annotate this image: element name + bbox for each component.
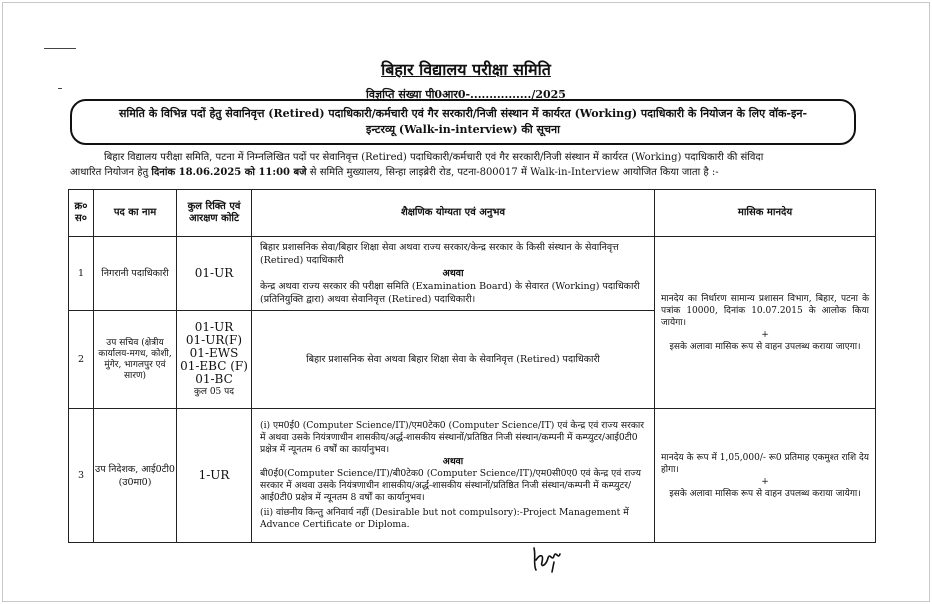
vacancy-table	[68, 189, 876, 543]
header-honorarium: मासिक मानदेय	[655, 190, 876, 237]
row-vacancy: 1-UR	[177, 409, 252, 543]
intro-line-1: बिहार विद्यालय परीक्षा समिति, पटना में निम्नलिखित पदों पर सेवानिवृत्त (Retired) पदाधिकारी/कर्मचारी एवं गैर सरकारी/निजी संस्थान में कार्यरत (Working) पदाधिकारी की संविदा	[104, 152, 764, 163]
row-vacancy: 01-UR 01-UR(F) 01-EWS 01-EBC (F) 01-BC कुल 05 पद	[177, 311, 252, 409]
intro-line-2: आधारित नियोजन हेतु दिनांक 18.06.2025 को 11:00 बजे से समिति मुख्यालय, सिन्हा लाइब्रेरी रोड, पटना-800017 में Walk-in-Interview आयोजित किया जाता है :-	[70, 167, 719, 178]
intro-paragraph	[70, 150, 856, 180]
honorarium-row-3: मानदेय के रूप में 1,05,000/- रू0 प्रतिमाह एकमुश्त राशि देय होगा। + इसके अलावा मासिक रूप से वाहन उपलब्ध कराया जायेगा।	[655, 409, 876, 543]
header-vacancy: कुल रिक्ति एवं आरक्षण कोटि	[177, 190, 252, 237]
notice-number: विज्ञप्ति संख्या पी0आर0-................/2025	[366, 88, 566, 101]
signature-mark	[530, 542, 570, 578]
row-serial: 1	[69, 237, 94, 311]
header-qualification: शैक्षणिक योग्यता एवं अनुभव	[252, 190, 655, 237]
row-post: उप सचिव (क्षेत्रीय कार्यालय-मगध, कोशी, मुंगेर, भागलपुर एवं सारण)	[94, 311, 177, 409]
header-serial: क्र० स०	[69, 190, 94, 237]
row-serial: 2	[69, 311, 94, 409]
interview-date: दिनांक 18.06.2025 को 11:00 बजे	[151, 167, 307, 178]
table-header-row	[69, 190, 876, 237]
margin-rule	[44, 48, 76, 49]
row-post: उप निदेशक, आई0टी0 (उ0मा0)	[94, 409, 177, 543]
row-qualification: बिहार प्रशासनिक सेवा अथवा बिहार शिक्षा सेवा के सेवानिवृत्त (Retired) पदाधिकारी	[252, 311, 655, 409]
row-qualification: बिहार प्रशासनिक सेवा/बिहार शिक्षा सेवा अथवा राज्य सरकार/केन्द्र सरकार के किसी संस्थान के सेवानिवृत्त (Retired) पदाधिकारी अथवा केन्द्र अथवा राज्य सरकार की परीक्षा समिति (Examination Board) के सेवारत (Working) पदाधिकारी (प्रतिनियुक्ति द्वारा) अथवा सेवानिवृत्त (Retired) पदाधिकारी।	[252, 237, 655, 311]
row-serial: 3	[69, 409, 94, 543]
header-post: पद का नाम	[94, 190, 177, 237]
row-post: निगरानी पदाधिकारी	[94, 237, 177, 311]
page-title: बिहार विद्यालय परीक्षा समिति	[381, 60, 551, 79]
honorarium-rows-1-2: मानदेय का निर्धारण सामान्य प्रशासन विभाग, बिहार, पटना के पत्रांक 10000, दिनांक 10.07.2015 के आलोक किया जायेगा। + इसके अलावा मासिक रूप से वाहन उपलब्ध कराया जाएगा।	[655, 237, 876, 409]
table-row	[69, 237, 876, 311]
boxed-heading: समिति के विभिन्न पदों हेतु सेवानिवृत्त (Retired) पदाधिकारी/कर्मचारी एवं गैर सरकारी/निजी संस्थान में कार्यरत (Working) पदाधिकारी के नियोजन के लिए वॉक-इन-इन्टरव्यू (Walk-in-interview) की सूचना	[70, 99, 856, 145]
row-vacancy: 01-UR	[177, 237, 252, 311]
row-qualification: (i) एम0ई0 (Computer Science/IT)/एम0टेक0 (Computer Science/IT) एवं केन्द्र एवं राज्य सरकार में अथवा उसके नियंत्रणाधीन शासकीय/अर्द्ध-शासकीय संस्थानों/प्रतिष्ठित निजी संस्थान/कम्पनी में कम्प्युटर/आई0टी0 प्रक्षेत्र में न्यूनतम 6 वर्षों का कार्यानुभव। अथवा बी0ई0(Computer Science/IT)/बी0टेक0 (Computer Science/IT)/एम0सी0ए0 एवं केन्द्र एवं राज्य सरकार में अथवा उसके नियंत्रणाधीन शासकीय/अर्द्ध-शासकीय संस्थानों/प्रतिष्ठित निजी संस्थान/कम्पनी में कम्प्युटर/आई0टी0 प्रक्षेत्र में न्यूनतम 8 वर्षों का कार्यानुभव। (ii) वांछनीय किन्तु अनिवार्य नहीं (Desirable but not compulsory):-Project Management में Advance Certificate or Diploma.	[252, 409, 655, 543]
table-row	[69, 409, 876, 543]
